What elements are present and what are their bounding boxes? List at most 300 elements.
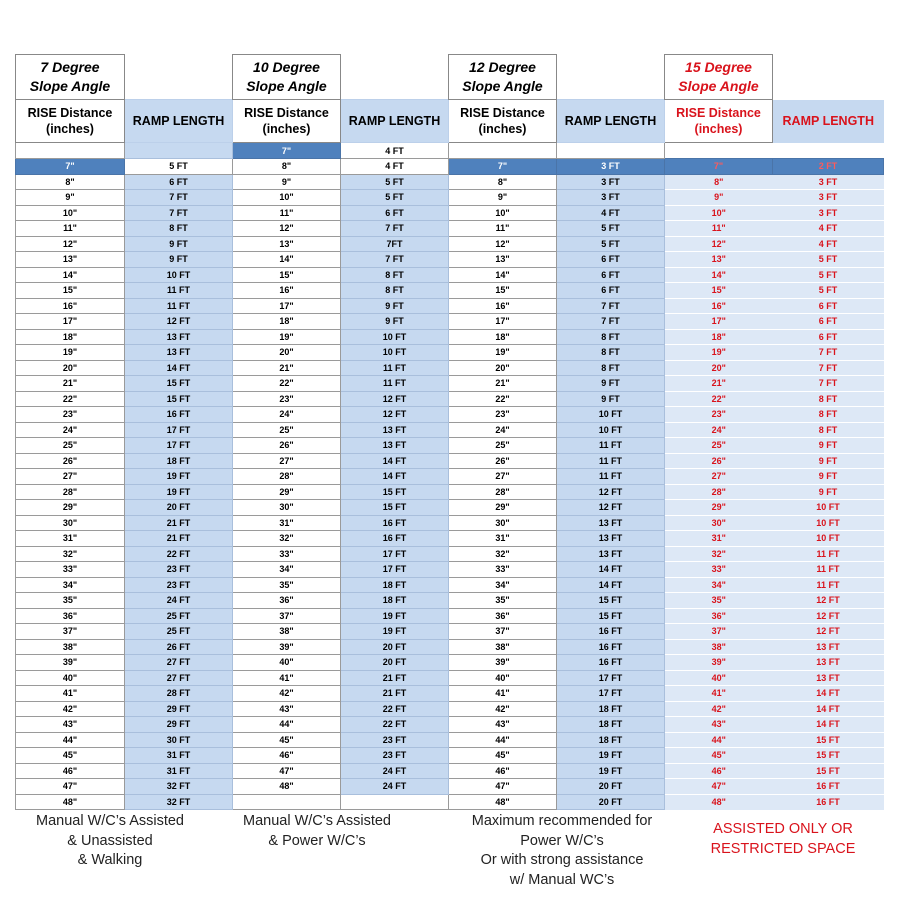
table-row: [16, 360, 884, 376]
rise-cell-10-degree: 10": [233, 190, 341, 206]
length-cell-15-degree: 11 FT: [773, 562, 884, 578]
table-row: [16, 376, 884, 392]
rise-cell-10-degree: 27": [233, 453, 341, 469]
rise-cell-12-degree: 11": [449, 221, 557, 237]
rise-cell-12-degree: 8": [449, 174, 557, 190]
length-cell-15-degree: 7 FT: [773, 376, 884, 392]
note-10-degree: [222, 812, 412, 851]
length-cell-12-degree: 7 FT: [557, 298, 665, 314]
length-cell-10-degree: 7FT: [341, 236, 449, 252]
rise-cell-10-degree: 44": [233, 717, 341, 733]
length-cell-7-degree: [125, 143, 233, 159]
rise-cell-10-degree: 24": [233, 407, 341, 423]
table-row: [16, 221, 884, 237]
length-cell-15-degree: 6 FT: [773, 329, 884, 345]
rise-cell-12-degree: 46": [449, 763, 557, 779]
table-row: [16, 484, 884, 500]
rise-cell-10-degree: 32": [233, 531, 341, 547]
rise-cell-7-degree: 39": [16, 655, 125, 671]
rise-cell-7-degree: 10": [16, 205, 125, 221]
length-cell-10-degree: 5 FT: [341, 190, 449, 206]
note-line: Or with strong assistance: [480, 852, 644, 868]
length-cell-12-degree: [557, 143, 665, 159]
rise-cell-12-degree: 48": [449, 794, 557, 810]
table-row: [16, 732, 884, 748]
rise-cell-12-degree: 28": [449, 484, 557, 500]
rise-cell-10-degree: 46": [233, 748, 341, 764]
rise-cell-10-degree: 17": [233, 298, 341, 314]
length-cell-10-degree: 4 FT: [341, 159, 449, 175]
rise-cell-10-degree: 19": [233, 329, 341, 345]
length-cell-7-degree: 31 FT: [125, 763, 233, 779]
length-cell-15-degree: 15 FT: [773, 763, 884, 779]
rise-cell-15-degree: 16": [665, 298, 773, 314]
length-cell-7-degree: 15 FT: [125, 376, 233, 392]
length-cell-10-degree: 22 FT: [341, 701, 449, 717]
rise-cell-10-degree: 26": [233, 438, 341, 454]
length-cell-12-degree: 9 FT: [557, 391, 665, 407]
rise-cell-12-degree: 22": [449, 391, 557, 407]
length-cell-10-degree: 19 FT: [341, 608, 449, 624]
table-row: [16, 391, 884, 407]
rise-header-7-degree: RISE Distance (inches): [16, 100, 125, 143]
rise-cell-15-degree: 24": [665, 422, 773, 438]
length-cell-7-degree: 11 FT: [125, 283, 233, 299]
rise-cell-15-degree: 35": [665, 593, 773, 609]
length-cell-10-degree: 11 FT: [341, 360, 449, 376]
table-row: [16, 283, 884, 299]
table-row: [16, 717, 884, 733]
rise-cell-15-degree: 31": [665, 531, 773, 547]
rise-cell-7-degree: 14": [16, 267, 125, 283]
length-cell-12-degree: 18 FT: [557, 717, 665, 733]
length-cell-10-degree: 4 FT: [341, 143, 449, 159]
length-cell-7-degree: 25 FT: [125, 624, 233, 640]
rise-cell-12-degree: 35": [449, 593, 557, 609]
rise-cell-7-degree: 9": [16, 190, 125, 206]
table-row: [16, 500, 884, 516]
length-cell-12-degree: 8 FT: [557, 360, 665, 376]
length-cell-12-degree: 7 FT: [557, 314, 665, 330]
length-cell-7-degree: 7 FT: [125, 205, 233, 221]
rise-cell-15-degree: 36": [665, 608, 773, 624]
length-cell-12-degree: 5 FT: [557, 221, 665, 237]
note-line: & Power W/C’s: [268, 832, 366, 849]
length-cell-7-degree: 9 FT: [125, 252, 233, 268]
length-cell-12-degree: 8 FT: [557, 345, 665, 361]
length-cell-10-degree: 9 FT: [341, 298, 449, 314]
length-cell-15-degree: 9 FT: [773, 469, 884, 485]
length-cell-12-degree: 20 FT: [557, 779, 665, 795]
note-15-degree: [688, 820, 878, 859]
rise-cell-12-degree: 44": [449, 732, 557, 748]
length-cell-7-degree: 16 FT: [125, 407, 233, 423]
length-cell-15-degree: 13 FT: [773, 655, 884, 671]
rise-cell-7-degree: 40": [16, 670, 125, 686]
length-cell-15-degree: 13 FT: [773, 639, 884, 655]
rise-cell-10-degree: 45": [233, 732, 341, 748]
rise-cell-12-degree: 24": [449, 422, 557, 438]
length-cell-7-degree: 17 FT: [125, 438, 233, 454]
length-cell-12-degree: 15 FT: [557, 608, 665, 624]
rise-cell-15-degree: 18": [665, 329, 773, 345]
length-cell-12-degree: 9 FT: [557, 376, 665, 392]
rise-cell-10-degree: 36": [233, 593, 341, 609]
rise-cell-7-degree: 30": [16, 515, 125, 531]
note-line: ASSISTED ONLY OR: [713, 821, 853, 837]
rise-cell-15-degree: 26": [665, 453, 773, 469]
length-cell-12-degree: 3 FT: [557, 174, 665, 190]
length-cell-7-degree: 32 FT: [125, 794, 233, 810]
length-cell-12-degree: 3 FT: [557, 190, 665, 206]
rise-cell-12-degree: 19": [449, 345, 557, 361]
rise-cell-7-degree: 11": [16, 221, 125, 237]
length-cell-10-degree: 11 FT: [341, 376, 449, 392]
length-cell-15-degree: 3 FT: [773, 205, 884, 221]
rise-cell-12-degree: 23": [449, 407, 557, 423]
rise-cell-15-degree: 38": [665, 639, 773, 655]
length-cell-15-degree: 10 FT: [773, 515, 884, 531]
rise-cell-12-degree: 43": [449, 717, 557, 733]
length-cell-7-degree: 21 FT: [125, 531, 233, 547]
rise-cell-10-degree: 23": [233, 391, 341, 407]
rise-cell-10-degree: 16": [233, 283, 341, 299]
rise-cell-7-degree: 27": [16, 469, 125, 485]
rise-cell-15-degree: 34": [665, 577, 773, 593]
rise-cell-10-degree: 33": [233, 546, 341, 562]
rise-cell-15-degree: 27": [665, 469, 773, 485]
length-cell-7-degree: 20 FT: [125, 500, 233, 516]
rise-cell-7-degree: 38": [16, 639, 125, 655]
length-cell-7-degree: 19 FT: [125, 469, 233, 485]
table-row: [16, 624, 884, 640]
table-row: [16, 329, 884, 345]
length-cell-10-degree: 10 FT: [341, 329, 449, 345]
length-cell-10-degree: 10 FT: [341, 345, 449, 361]
rise-cell-12-degree: 27": [449, 469, 557, 485]
length-cell-10-degree: 24 FT: [341, 779, 449, 795]
rise-cell-10-degree: 14": [233, 252, 341, 268]
length-cell-12-degree: 18 FT: [557, 732, 665, 748]
rise-cell-7-degree: 43": [16, 717, 125, 733]
length-cell-15-degree: [773, 143, 884, 159]
table-row: [16, 174, 884, 190]
rise-cell-15-degree: 15": [665, 283, 773, 299]
rise-cell-15-degree: 40": [665, 670, 773, 686]
note-7-degree: [15, 812, 205, 871]
length-cell-10-degree: 16 FT: [341, 531, 449, 547]
rise-cell-12-degree: 10": [449, 205, 557, 221]
rise-cell-15-degree: 46": [665, 763, 773, 779]
rise-cell-10-degree: 37": [233, 608, 341, 624]
rise-cell-15-degree: 43": [665, 717, 773, 733]
length-cell-10-degree: 22 FT: [341, 717, 449, 733]
rise-cell-7-degree: 15": [16, 283, 125, 299]
length-cell-15-degree: 10 FT: [773, 500, 884, 516]
rise-cell-7-degree: 23": [16, 407, 125, 423]
table-row: [16, 190, 884, 206]
length-cell-15-degree: 14 FT: [773, 701, 884, 717]
length-cell-15-degree: 14 FT: [773, 717, 884, 733]
rise-cell-12-degree: 32": [449, 546, 557, 562]
length-cell-12-degree: 11 FT: [557, 453, 665, 469]
length-cell-10-degree: 16 FT: [341, 515, 449, 531]
length-cell-12-degree: 14 FT: [557, 577, 665, 593]
table-row: [16, 748, 884, 764]
rise-cell-10-degree: 29": [233, 484, 341, 500]
length-cell-15-degree: 13 FT: [773, 670, 884, 686]
length-cell-10-degree: 18 FT: [341, 577, 449, 593]
rise-cell-12-degree: 17": [449, 314, 557, 330]
length-cell-7-degree: 10 FT: [125, 267, 233, 283]
rise-cell-10-degree: 38": [233, 624, 341, 640]
rise-cell-15-degree: 7": [665, 159, 773, 175]
rise-cell-10-degree: 48": [233, 779, 341, 795]
slope-title-7-degree: 7 Degree Slope Angle: [16, 55, 125, 100]
table-row: [16, 159, 884, 175]
length-cell-12-degree: 19 FT: [557, 763, 665, 779]
length-cell-15-degree: 12 FT: [773, 593, 884, 609]
table-row: [16, 593, 884, 609]
rise-cell-7-degree: 24": [16, 422, 125, 438]
length-cell-12-degree: 14 FT: [557, 562, 665, 578]
length-cell-12-degree: 17 FT: [557, 670, 665, 686]
length-cell-12-degree: 6 FT: [557, 267, 665, 283]
length-cell-10-degree: 23 FT: [341, 732, 449, 748]
rise-cell-7-degree: 41": [16, 686, 125, 702]
length-cell-7-degree: 23 FT: [125, 562, 233, 578]
table-row: [16, 438, 884, 454]
rise-cell-15-degree: 11": [665, 221, 773, 237]
length-cell-7-degree: 13 FT: [125, 345, 233, 361]
length-cell-10-degree: 9 FT: [341, 314, 449, 330]
table-row: [16, 608, 884, 624]
rise-cell-15-degree: 12": [665, 236, 773, 252]
rise-cell-10-degree: 18": [233, 314, 341, 330]
rise-cell-12-degree: 16": [449, 298, 557, 314]
length-cell-7-degree: 5 FT: [125, 159, 233, 175]
rise-cell-7-degree: 17": [16, 314, 125, 330]
length-cell-7-degree: 28 FT: [125, 686, 233, 702]
length-cell-15-degree: 14 FT: [773, 686, 884, 702]
length-cell-10-degree: 15 FT: [341, 500, 449, 516]
rise-cell-15-degree: 39": [665, 655, 773, 671]
length-cell-7-degree: 29 FT: [125, 701, 233, 717]
rise-cell-10-degree: 35": [233, 577, 341, 593]
rise-cell-15-degree: 10": [665, 205, 773, 221]
column-header-row: [16, 100, 884, 143]
note-line: Power W/C’s: [520, 832, 604, 849]
length-cell-10-degree: 13 FT: [341, 438, 449, 454]
length-cell-12-degree: 8 FT: [557, 329, 665, 345]
table-row: [16, 267, 884, 283]
ramp-length-table-sheet: [15, 54, 883, 810]
length-header-15-degree: RAMP LENGTH: [773, 100, 884, 143]
rise-cell-7-degree: 12": [16, 236, 125, 252]
length-cell-12-degree: 10 FT: [557, 422, 665, 438]
rise-cell-10-degree: 7": [233, 143, 341, 159]
length-cell-7-degree: 8 FT: [125, 221, 233, 237]
rise-cell-15-degree: 32": [665, 546, 773, 562]
length-cell-12-degree: 16 FT: [557, 624, 665, 640]
rise-cell-15-degree: 48": [665, 794, 773, 810]
length-cell-12-degree: 6 FT: [557, 252, 665, 268]
rise-cell-12-degree: 45": [449, 748, 557, 764]
length-cell-12-degree: 19 FT: [557, 748, 665, 764]
rise-cell-10-degree: 30": [233, 500, 341, 516]
rise-cell-10-degree: 9": [233, 174, 341, 190]
length-cell-7-degree: 26 FT: [125, 639, 233, 655]
rise-cell-7-degree: 7": [16, 159, 125, 175]
note-line: & Unassisted: [67, 832, 153, 849]
length-cell-15-degree: 2 FT: [773, 159, 884, 175]
length-cell-15-degree: 15 FT: [773, 732, 884, 748]
length-cell-7-degree: 23 FT: [125, 577, 233, 593]
blank-cell: [773, 55, 884, 100]
length-cell-10-degree: 14 FT: [341, 469, 449, 485]
table-row: [16, 298, 884, 314]
rise-cell-7-degree: 18": [16, 329, 125, 345]
rise-cell-15-degree: 30": [665, 515, 773, 531]
rise-cell-12-degree: 12": [449, 236, 557, 252]
length-cell-7-degree: 14 FT: [125, 360, 233, 376]
rise-cell-15-degree: 33": [665, 562, 773, 578]
length-cell-10-degree: 21 FT: [341, 670, 449, 686]
rise-cell-12-degree: 34": [449, 577, 557, 593]
length-cell-7-degree: 32 FT: [125, 779, 233, 795]
table-row: [16, 794, 884, 810]
rise-cell-12-degree: 39": [449, 655, 557, 671]
length-cell-10-degree: 13 FT: [341, 422, 449, 438]
table-row: [16, 345, 884, 361]
length-cell-15-degree: 5 FT: [773, 283, 884, 299]
note-line: & Walking: [77, 852, 143, 868]
length-cell-15-degree: 6 FT: [773, 314, 884, 330]
table-row: [16, 639, 884, 655]
length-cell-12-degree: 10 FT: [557, 407, 665, 423]
length-cell-15-degree: 4 FT: [773, 236, 884, 252]
length-cell-10-degree: 21 FT: [341, 686, 449, 702]
rise-cell-12-degree: 31": [449, 531, 557, 547]
rise-cell-12-degree: 36": [449, 608, 557, 624]
length-cell-7-degree: 9 FT: [125, 236, 233, 252]
rise-cell-12-degree: 37": [449, 624, 557, 640]
length-cell-7-degree: 25 FT: [125, 608, 233, 624]
rise-cell-12-degree: 9": [449, 190, 557, 206]
length-header-7-degree: RAMP LENGTH: [125, 100, 233, 143]
length-cell-7-degree: 11 FT: [125, 298, 233, 314]
table-row: [16, 577, 884, 593]
length-cell-10-degree: 14 FT: [341, 453, 449, 469]
rise-cell-7-degree: 33": [16, 562, 125, 578]
length-cell-15-degree: 9 FT: [773, 453, 884, 469]
length-cell-12-degree: 13 FT: [557, 515, 665, 531]
length-cell-12-degree: 20 FT: [557, 794, 665, 810]
rise-cell-15-degree: 29": [665, 500, 773, 516]
table-row: [16, 670, 884, 686]
rise-cell-7-degree: [16, 143, 125, 159]
rise-cell-7-degree: 26": [16, 453, 125, 469]
rise-cell-12-degree: 41": [449, 686, 557, 702]
length-cell-7-degree: 27 FT: [125, 655, 233, 671]
rise-cell-10-degree: 8": [233, 159, 341, 175]
table-row: [16, 655, 884, 671]
ramp-length-table: [15, 54, 884, 810]
rise-cell-12-degree: 14": [449, 267, 557, 283]
note-line: Manual W/C’s Assisted: [242, 813, 391, 829]
length-cell-12-degree: 18 FT: [557, 701, 665, 717]
rise-cell-12-degree: 25": [449, 438, 557, 454]
rise-cell-12-degree: 26": [449, 453, 557, 469]
rise-cell-7-degree: 45": [16, 748, 125, 764]
note-line: w/ Manual WC’s: [509, 871, 615, 888]
length-cell-15-degree: 8 FT: [773, 407, 884, 423]
table-row: [16, 314, 884, 330]
length-cell-7-degree: 13 FT: [125, 329, 233, 345]
rise-cell-7-degree: 46": [16, 763, 125, 779]
table-row: [16, 562, 884, 578]
length-cell-15-degree: 3 FT: [773, 174, 884, 190]
length-cell-12-degree: 16 FT: [557, 655, 665, 671]
rise-header-15-degree: RISE Distance (inches): [665, 100, 773, 143]
length-cell-12-degree: 6 FT: [557, 283, 665, 299]
blank-cell: [557, 55, 665, 100]
length-cell-7-degree: 18 FT: [125, 453, 233, 469]
note-12-degree: [452, 812, 672, 890]
length-cell-10-degree: 18 FT: [341, 593, 449, 609]
rise-cell-10-degree: 22": [233, 376, 341, 392]
length-cell-15-degree: 11 FT: [773, 546, 884, 562]
table-row: [16, 763, 884, 779]
length-cell-10-degree: 12 FT: [341, 407, 449, 423]
length-header-12-degree: RAMP LENGTH: [557, 100, 665, 143]
rise-cell-10-degree: 39": [233, 639, 341, 655]
rise-cell-7-degree: 16": [16, 298, 125, 314]
rise-cell-7-degree: 42": [16, 701, 125, 717]
rise-cell-10-degree: 13": [233, 236, 341, 252]
rise-cell-10-degree: 15": [233, 267, 341, 283]
rise-cell-15-degree: 25": [665, 438, 773, 454]
rise-cell-7-degree: 22": [16, 391, 125, 407]
length-cell-10-degree: 20 FT: [341, 655, 449, 671]
rise-cell-15-degree: 14": [665, 267, 773, 283]
length-cell-7-degree: 6 FT: [125, 174, 233, 190]
rise-cell-7-degree: 28": [16, 484, 125, 500]
rise-cell-7-degree: 48": [16, 794, 125, 810]
rise-cell-12-degree: 42": [449, 701, 557, 717]
length-cell-15-degree: 7 FT: [773, 360, 884, 376]
blank-cell: [125, 55, 233, 100]
rise-cell-7-degree: 44": [16, 732, 125, 748]
table-row: [16, 531, 884, 547]
rise-cell-12-degree: 13": [449, 252, 557, 268]
rise-cell-15-degree: 19": [665, 345, 773, 361]
length-cell-10-degree: 19 FT: [341, 624, 449, 640]
rise-cell-7-degree: 31": [16, 531, 125, 547]
length-cell-12-degree: 5 FT: [557, 236, 665, 252]
rise-cell-15-degree: 13": [665, 252, 773, 268]
length-cell-10-degree: 8 FT: [341, 283, 449, 299]
length-cell-10-degree: 15 FT: [341, 484, 449, 500]
length-cell-10-degree: 12 FT: [341, 391, 449, 407]
slope-title-15-degree: 15 Degree Slope Angle: [665, 55, 773, 100]
rise-cell-7-degree: 36": [16, 608, 125, 624]
rise-cell-12-degree: 40": [449, 670, 557, 686]
rise-cell-12-degree: 21": [449, 376, 557, 392]
table-row: [16, 236, 884, 252]
length-cell-10-degree: 17 FT: [341, 546, 449, 562]
rise-cell-10-degree: 31": [233, 515, 341, 531]
